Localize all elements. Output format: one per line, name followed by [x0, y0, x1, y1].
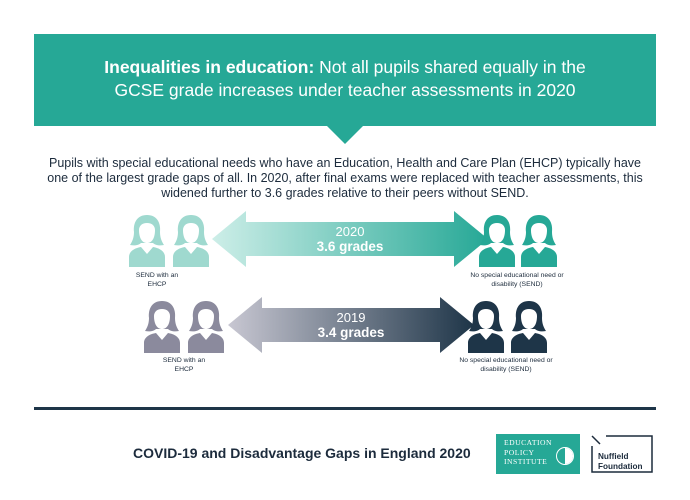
- person-icon: [128, 213, 166, 267]
- person-icon: [478, 213, 516, 267]
- headline: [84, 56, 606, 102]
- right-group-label: No special educational need or disability (SEND): [470, 272, 564, 288]
- headline-text: Not all pupils shared equally in the GCSE grade increases under teacher assessments in 2020: [114, 57, 586, 100]
- left-group-label: SEND with an EHCP: [162, 357, 206, 373]
- left-group-label: SEND with an EHCP: [135, 272, 179, 288]
- person-icon: [187, 299, 225, 353]
- footer-divider: [34, 407, 656, 410]
- gap-label-2019: [291, 310, 411, 340]
- nuffield-logo-text: Nuffield Foundation: [598, 452, 643, 471]
- year-label: 2020: [335, 224, 365, 239]
- gap-label-2020: [290, 224, 410, 254]
- right-group-label: No special educational need or disability (SEND): [459, 357, 553, 373]
- headline-banner: [34, 34, 656, 126]
- report-title: COVID-19 and Disadvantage Gaps in England 2020: [133, 445, 471, 461]
- epi-logo-text: EDUCATION POLICY INSTITUTE: [504, 438, 552, 467]
- person-icon: [510, 299, 548, 353]
- gap-value: 3.4 grades: [317, 325, 385, 340]
- intro-paragraph: Pupils with special educational needs who have an Education, Health and Care Plan (EHCP) typically have one of the largest grade gaps of all. In 2020, after final exams were replaced with teacher assessments, this widened further to 3.6 grades relative to their peers without SEND.: [47, 156, 643, 200]
- year-label: 2019: [336, 310, 366, 325]
- person-icon: [520, 213, 558, 267]
- headline-bold: Inequalities in education:: [104, 57, 315, 77]
- banner-pointer: [327, 126, 363, 144]
- half-circle-icon: [556, 447, 574, 465]
- gap-value: 3.6 grades: [316, 239, 384, 254]
- person-icon: [467, 299, 505, 353]
- person-icon: [143, 299, 181, 353]
- person-icon: [172, 213, 210, 267]
- education-policy-institute-logo[interactable]: [496, 434, 580, 474]
- nuffield-foundation-logo[interactable]: [590, 434, 654, 474]
